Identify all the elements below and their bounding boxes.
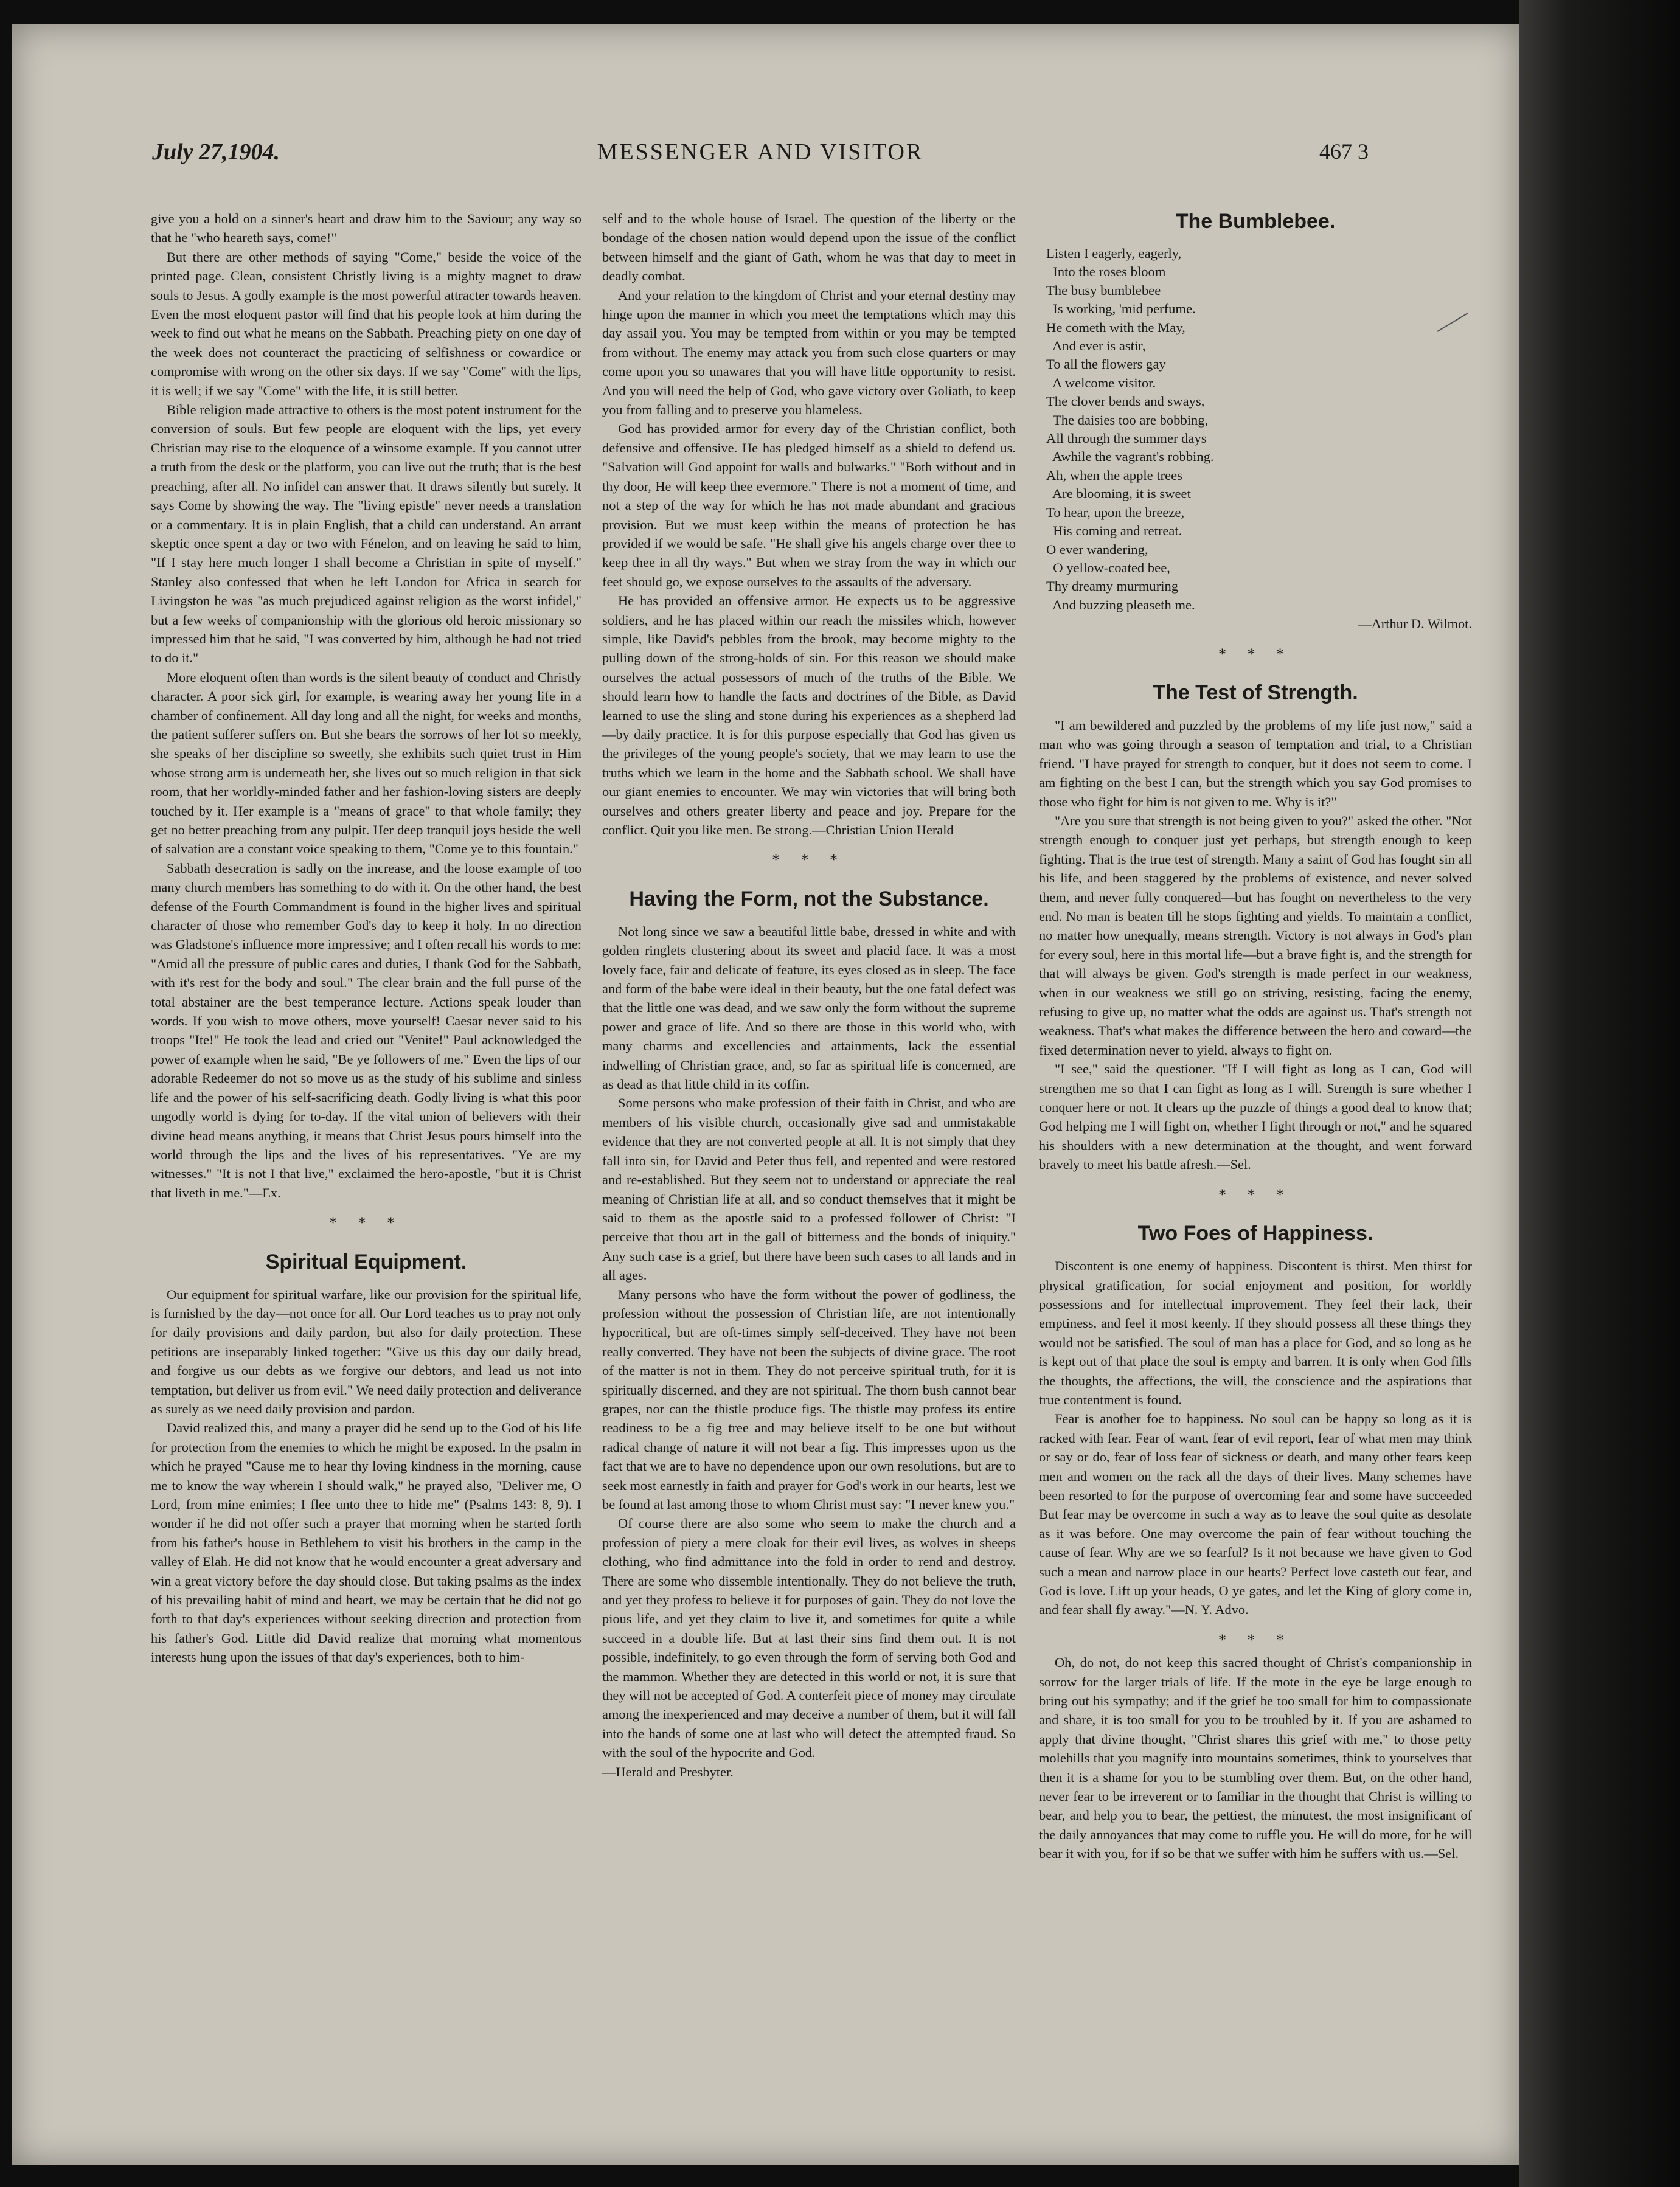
paragraph: Sabbath desecration is sadly on the increase, and the loose example of too many church members has something to do with it. On the other hand, the best defense of the Fourth Commandment is found in the higher lives and spiritual character of those who remember God's day to keep it holy. In no direction was Gladstone's influence more impressive; and I often recall his words to me: "Amid all the pressure of public cares and duties, I thank God for the Sabbath, with it's rest for the body and soul." The clear brain and the full purse of the total abstainer are the best temperance lecture. Actions speak louder than words. If you wish to move others, move yourself! Caesar never said to his troops "Ite!" He took the lead and cried out "Venite!" Paul acknowledged the power of example when he said, "Be ye followers of me." Even the lips of our adorable Redeemer do not so move us as the study of his sublime and sinless life and the power of his self-sacrificing death. Godly living is what this poor ungodly world is dying for to-day. If the vital union of believers with their divine head means anything, it means that Christ Jesus pours himself into the world through the lips and the lives of his representatives. "Ye are my witnesses." "It is not I that live," exclaimed the hero-apostle, "but it is Christ that liveth in me."—Ex. [151, 860, 581, 1201]
poem-line: Are blooming, it is sweet [1046, 486, 1191, 502]
column-right [1039, 209, 1472, 2143]
paragraph: Some persons who make profession of their faith in Christ, and who are members of his visible church, occasionally give sad and unmistakable evidence that they are not converted people at all. It is not simply that they fall into sin, for David and Peter thus fell, and repented and were restored and re-established. But they seem not to understand or appreciate the real meaning of Christian life at all, and so conduct themselves that it might be said to them as the apostle said to a professed follower of Christ: "I perceive that thou art in the gall of bitterness and the bonds of iniquity." Any such case is a grief, but there have been such cases to all lands and in all ages. [602, 1095, 1016, 1283]
poem-line: Into the roses bloom [1046, 264, 1166, 280]
paragraph: He has provided an offensive armor. He expects us to be aggressive soldiers, and he has placed within our reach the missiles which, however simple, like David's pebbles from the brook, may become mighty to the pulling down of the strong-holds of sin. For this reason we should make ourselves the actual possessors of much of the truths of the Bible. We should learn how to handle the facts and doctrines of the Bible, as David learned to use the sling and stone during his experiences as a shepherd lad—by daily practice. It is for this purpose especially that God has given us the privileges of the young people's society, that we may learn to use the truths which we learn in the home and the Sabbath school. We shall have our giant enemies to encounter. We may win victories that will bring both ourselves and others greater liberty and peace and joy. Prepare for the conflict. Quit you like men. Be strong.—Christian Union Herald [602, 593, 1016, 837]
article-heading-having-the-form: Having the Form, not the Substance. [629, 887, 989, 910]
poem-line: And ever is astir, [1046, 338, 1146, 354]
poem-line: O ever wandering, [1046, 541, 1148, 557]
attribution: —Herald and Presbyter. [602, 1764, 734, 1780]
poem-line: And buzzing pleaseth me. [1046, 597, 1195, 612]
paragraph: Discontent is one enemy of happiness. Discontent is thirst. Men thirst for physical gratification, for social enjoyment and position, for worldly possessions and for intellectual improvement. They feel their lack, their emptiness, and feel it most keenly. If they should possess all these things they would not be satisfied. The soul of man has a place for God, and so long as he is kept out of that place the soul is empty and barren. It is only when God fills the thoughts, the affections, the will, the conscience and the aspirations that true contentment is found. [1039, 1258, 1472, 1407]
poem-line: O yellow-coated bee, [1046, 560, 1170, 575]
poem-line: To all the flowers gay [1046, 356, 1166, 372]
poem-line: To hear, upon the breeze, [1046, 504, 1185, 520]
poem-line: Listen I eagerly, eagerly, [1046, 246, 1182, 261]
scan-edge-shadow [1519, 0, 1680, 2187]
poem-line: Is working, 'mid perfume. [1046, 301, 1196, 317]
paragraph: Not long since we saw a beautiful little babe, dressed in white and with golden ringlets clustering about its sweet and placid face. It was a most lovely face, fair and delicate of feature, its eyes closed as in sleep. The face and form of the babe were ideal in their beauty, but the one fatal defect was that the little one was dead, and we saw only the form without the supreme power and grace of life. And so there are those in this world who, with many charms and excellencies and attainments, lack the essential indwelling of Christian grace, and, so far as spiritual life is concerned, are as dead as that little child in its coffin. [602, 923, 1016, 1092]
paragraph: "Are you sure that strength is not being given to you?" asked the other. "Not strength enough to conquer just yet perhaps, but strength enough to keep fighting. That is the true test of strength. Many a saint of God has fought sin all his life, and been staggered by the problems of existence, and never solved them, and never fully conquered—but has fought on nevertheless to the very end. No man is beaten till he stops fighting and yields. To maintain a conflict, no matter how unequally, means strength. Victory is not always in God's plan for every soul, here in this mortal life—but a brave fight is, and the strength for that will always be given. God's strength is made perfect in our weakness, when in our weakness we still go on striving, resisting, facing the enemy, refusing to give up, no matter what the odds are against us. That's strength not weakness. That's what makes the difference between the hero and coward—the fixed determination never to yield, always to fight on. [1039, 813, 1472, 1058]
poem-line: Thy dreamy murmuring [1046, 578, 1179, 594]
paragraph: Bible religion made attractive to others is the most potent instrument for the conversion of souls. But few people are eloquent with the lips, yet every Christian may rise to the eloquence of a winsome example. If you cannot utter a truth from the desk or the platform, you can live out the truth; that is the best preaching, after all. No infidel can answer that. It draws silently but surely. It says Come by showing the way. The "living epistle" never needs a translation or a commentary. It is in plain English, that a child can understand. An arrant skeptic once spent a day or two with Fénelon, and on leaving he said to him, "If I stay here much longer I shall become a Christian in spite of myself." Stanley also confessed that when he left London for Africa in search for Livingston he was "as much prejudiced against religion as the worst infidel," but a few weeks of companionship with the glorious old heroic missionary so impressed him that he said, "I was converted by him, although he had not tried to do it." [151, 402, 581, 666]
column-middle [602, 209, 1016, 2143]
paragraph: David realized this, and many a prayer did he send up to the God of his life for protection from the enemies to which he might be exposed. In the psalm in which he prayed "Cause me to hear thy loving kindness in the morning, cause me to know the way wherein I should walk," he prayed also, "Deliver me, O Lord, from mine enimies; I flee unto thee to hide me" (Psalms 143: 8, 9). I wonder if he did not offer such a prayer that morning when he started forth from his father's house in Bethlehem to visit his brothers in the camp in the valley of Elah. He did not know that he would encounter a great adversary and win a great victory before the day should close. But taking psalms as the index of his prevailing habit of mind and heart, we may be certain that he did not go forth to that day's experiences without seeking direction and protection from his father's God. Little did David realize that morning what momentous interests hung upon the issues of that day's experiences, both to him- [151, 1420, 581, 1665]
page-number: 467 3 [1319, 139, 1369, 164]
paragraph: self and to the whole house of Israel. The question of the liberty or the bondage of the chosen nation would depend upon the issue of the conflict between himself and the giant of Gath, whom he was that day to meet in deadly combat. [602, 211, 1016, 284]
paragraph: God has provided armor for every day of the Christian conflict, both defensive and offensive. He has pledged himself as a shield to defend us. "Salvation will God appoint for walls and bulwarks." "Both without and in thy door, He will keep thee evermore." There is not a moment of time, and not a step of the way for which he has not made abundant and gracious provision. But we must keep within the means of protection he has provided if we would be safe. "He shall give his angels charge over thee to keep thee in all thy ways." But when we stray from the way in which our feet should go, we expose ourselves to the assaults of the adversary. [602, 421, 1016, 589]
section-divider: * * * [1218, 645, 1293, 663]
paragraph: Of course there are also some who seem to make the church and a profession of piety a mere cloak for their evil lives, as wolves in sheeps clothing, who find admittance into the fold in order to rend and destroy. There are some who dissemble intentionally. They do not believe the truth, and yet they profess to believe it for purposes of gain. They do not love the pious life, and yet they claim to live it, and sometimes for quite a while succeed in a double life. But at last their sins find them out. It is not possible, indefinitely, to go even through the form of serving both God and the mammon. Whether they are detected in this world or not, it is sure that they will not be accepted of God. A conterfeit piece of money may circulate among the inexperienced and may deceive a number of them, but it will fall into the hands of some one at last who will detect the attempted fraud. So with the soul of the hypocrite and God. [602, 1516, 1016, 1761]
poem-line: The clover bends and sways, [1046, 393, 1205, 409]
masthead-title: MESSENGER AND VISITOR [597, 139, 924, 165]
poem-line: A welcome visitor. [1046, 375, 1156, 390]
paragraph: Oh, do not, do not keep this sacred thought of Christ's companionship in sorrow for the larger trials of life. If the mote in the eye be large enough to bring out his sympathy; and if the grief be too small for him to compassionate and share, it is too small for you to be troubled by it. If you are ashamed to apply that divine thought, "Christ shares this grief with me," to those petty molehills that you magnify into mountains sometimes, think to yourselves that then it is a shame for you to be stumbling over them. But, on the other hand, never fear to be irreverent or to familiar in the thought that Christ is willing to bear, and help you to bear, the pettiest, the minutest, the most insignificant of the daily annoyances that may come to ruffle you. He will do more, for he will bear it with you, for if so be that we suffer with him he suffers with us.—Sel. [1039, 1655, 1472, 1862]
paragraph: give you a hold on a sinner's heart and draw him to the Saviour; any way so that he "who heareth says, come!" [151, 211, 581, 246]
section-divider: * * * [1218, 1631, 1293, 1649]
newspaper-page [12, 24, 1519, 2165]
poem-line: Awhile the vagrant's robbing. [1046, 449, 1214, 465]
paragraph: Our equipment for spiritual warfare, like our provision for the spiritual life, is furnished by the day—not once for all. Our Lord teaches us to pray not only for daily provisions and daily pardon, but also for daily protection. These petitions are inseparably linked together: "Give us this day our daily bread, and forgive us our debts as we forgive our debtors, and lead us not into temptation, but deliver us from evil." We need daily protection and deliverance as surely as we need daily provision and pardon. [151, 1286, 581, 1416]
article-heading-two-foes: Two Foes of Happiness. [1137, 1222, 1373, 1246]
poem-line: He cometh with the May, [1046, 319, 1185, 335]
article-heading-spiritual-equipment: Spiritual Equipment. [265, 1250, 467, 1274]
section-divider: * * * [329, 1214, 403, 1232]
page-header [152, 139, 1369, 193]
poem-line: All through the summer days [1046, 431, 1207, 446]
paragraph: "I am bewildered and puzzled by the problems of my life just now," said a man who was going through a season of temptation and trial, to a Christian friend. "I have prayed for strength to conquer, but it does not seem to come. I am fighting on the best I can, but the strength which you say God promises to those who fight for him is not given to me. Why is it?" [1039, 717, 1472, 809]
poem-line: The busy bumblebee [1046, 282, 1161, 298]
section-divider: * * * [1218, 1185, 1293, 1204]
paragraph: But there are other methods of saying "Come," beside the voice of the printed page. Clean, consistent Christly living is a mighty magnet to draw souls to Jesus. A godly example is the most powerful attracter towards heaven. Even the most eloquent pastor will find that his people look at him during the week to find out what he means on the Sabbath. Preaching piety on one day of the week does not counteract the practicing of selfishness or cowardice or compromise with wrong on the other six days. If we say "Come" with the lips, it is well; if we say "Come" with the life, it is still better. [151, 249, 581, 398]
poem [1046, 244, 1472, 614]
column-left [151, 209, 581, 2143]
poem-line: The daisies too are bobbing, [1046, 412, 1209, 428]
paragraph: "I see," said the questioner. "If I will fight as long as I can, God will strengthen me so that I can fight as long as I will. Strength is sure whether I conquer here or not. It clears up the puzzle of things a good deal to know that; God helping me I will fight on, whether I fight through or not," and he squared his shoulders with a new determination at the thought, and went forward bravely to meet his battle afresh.—Sel. [1039, 1061, 1472, 1173]
paragraph: And your relation to the kingdom of Christ and your eternal destiny may hinge upon the manner in which you meet the temptations which may this day assail you. You may be tempted from within or you may be tempted from without. The enemy may attack you from such close quarters or may come upon you so unawares that you will have little opportunity to resist. And you will need the help of God, who gave victory over Goliath, to keep you from falling and to preserve you blameless. [602, 287, 1016, 418]
section-divider: * * * [772, 851, 846, 869]
paragraph: Fear is another foe to happiness. No soul can be happy so long as it is racked with fear. Fear of want, fear of evil report, fear of what men may think or say or do, fear of loss fear of sickness or death, and many other fears keep men and women on the rack all the days of their lives. Many schemes have been resorted to for the purpose of overcoming fear and some have succeeded But fear may be overcome in such a way as to leave the soul quite as desolate as it was before. One may overcome the pain of fear without touching the cause of fear. Why are we so fearful? Is it not because we have given to God such a mean and narrow place in our hearts? Perfect love casteth out fear, and God is love. Lift up your heads, O ye gates, and let the King of glory come in, and fear shall fly away."—N. Y. Advo. [1039, 1411, 1472, 1618]
pencil-mark-icon [1434, 310, 1471, 334]
poem-line: His coming and retreat. [1046, 523, 1182, 539]
article-heading-test-of-strength: The Test of Strength. [1153, 681, 1358, 704]
poem-heading-bumblebee: The Bumblebee. [1175, 210, 1336, 233]
poem-line: Ah, when the apple trees [1046, 467, 1182, 483]
poem-attribution: —Arthur D. Wilmot. [1358, 616, 1472, 632]
archive-stamp [401, 24, 602, 50]
paragraph: Many persons who have the form without the power of godliness, the profession without the possession of Christian life, are not intentionally hypocritical, but are oft-times simply self-deceived. They have not been really converted. They have not been the subjects of divine grace. The root of the matter is not in them. They do not perceive spiritual truth, for it is spiritually discerned, and they are not spiritual. The thorn bush cannot bear grapes, nor can the thistle produce figs. The thistle may profess its entire readiness to be a fig tree and may believe itself to be one but without radical change of nature it will not bear a fig. This impresses upon us the fact that we are to have no dependence upon our own resolutions, but are to seek most earnestly in faith and prayer for God's work in our hearts, lest we be found at last among those to whom Christ must say: "I never knew you." [602, 1286, 1016, 1512]
issue-date: July 27,1904. [152, 139, 280, 165]
paragraph: More eloquent often than words is the silent beauty of conduct and Christly character. A poor sick girl, for example, is wearing away her young life in a chamber of confinement. All day long and all the night, for weeks and months, the patient sufferer suffers on. But she bears the sorrows of her lot so meekly, she speaks of her discipline so sweetly, she exhibits such quiet trust in Him whose strong arm is underneath her, she lives out so much religion in that sick room, that her worldly-minded father and her fashion-loving sisters are deeply touched by it. Her example is a "means of grace" to that whole family; they get no better preaching from any pulpit. Her deep tranquil joys beside the well of salvation are a constant voice speaking to them, "Come ye to this fountain." [151, 669, 581, 857]
